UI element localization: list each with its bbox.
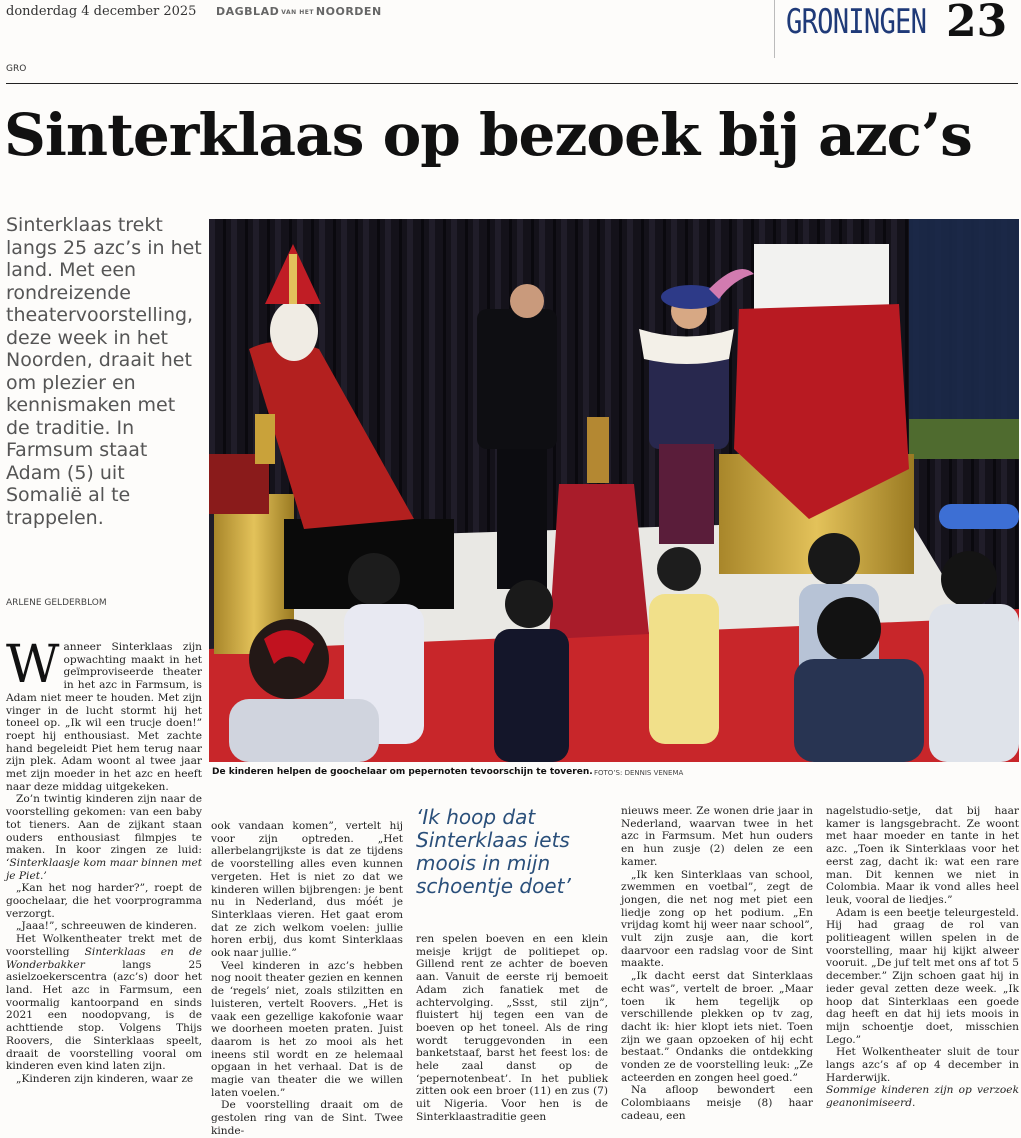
child-head-4: [808, 533, 860, 585]
paragraph: Het Wolkentheater sluit de tour langs azc’s af op 4 december in Harderwijk.: [826, 1046, 1019, 1084]
green-panel: [909, 419, 1019, 459]
chair: [255, 414, 275, 464]
paragraph: „Kan het nog harder?”, roept de goochelaar, die het voorprogramma verzorgt.: [6, 882, 202, 920]
paragraph: nagelstudio-setje, dat bij haar kamer is langsgebracht. Ze woont met haar moeder en tante in het azc. „Toen ik Sinterklaas voor het eerst zag, dacht ik: wat een rare man. Dit kennen we niet in Colombia. Maar ik vond alles heel leuk, vooral de liedjes.”: [826, 805, 1019, 906]
paragraph-text: anneer Sinterklaas zijn opwachting maakt in het geïmproviseerde theater in het azc in Farmsum, is Adam niet meer te houden. Met zijn vinger in de lucht stormt hij het toneel op. „Ik wil een trucje doen!” roept hij enthousiast. Met zachte hand begeleidt Piet hem terug naar zijn plek. Adam woont al twee jaar met zijn moeder in het azc en heeft naar deze middag uitgekeken.: [6, 641, 202, 793]
note-text: Sommige kinderen zijn op verzoek geanonimiseerd.: [826, 1084, 1019, 1110]
paragraph-text: Zo’n twintig kinderen zijn naar de voorstelling gekomen: van een baby tot tieners. Aan de zijkant staan ouders enthousiast filmpjes te maken. In koor zingen ze luid:: [6, 793, 202, 857]
child-head-7: [941, 551, 997, 607]
drop-cap: W: [6, 635, 60, 695]
article-column-2: [211, 820, 403, 1137]
article-headline: Sinterklaas op bezoek bij azc’s: [4, 101, 972, 169]
paragraph: Na afloop bewondert een Colombiaans meisje (8) haar cadeau, een: [621, 1084, 813, 1122]
child-shirt-5: [794, 659, 924, 762]
blue-curtain: [909, 219, 1019, 439]
song-quote: ‘Sinterklaasje kom maar binnen met je Piet.’: [6, 856, 202, 882]
logo-word-right: NOORDEN: [315, 5, 382, 18]
anonymity-note: [826, 1084, 1019, 1109]
child-shirt-7: [929, 604, 1019, 762]
page-number: 23: [946, 0, 1008, 47]
issue-date: donderdag 4 december 2025: [6, 4, 197, 19]
paragraph: [6, 635, 202, 793]
paragraph-text: Het Wolkentheater trekt met de voorstelling: [6, 933, 202, 958]
paragraph: „Jaaa!”, schreeuwen de kinderen.: [16, 920, 197, 933]
magician-jacket: [477, 309, 557, 449]
paragraph: „Ik dacht eerst dat Sinterklaas echt was”, vertelt de broer. „Maar toen ik hem tegelijk op verschillende plekken op tv zag, dacht ik: hier klopt iets niet. Toen zijn we gaan opzoeken of hij echt bestaat.” Ondanks die ontdekking vonden ze de voorstelling leuk: „Ze acteerden en zongen heel goed.”: [621, 970, 813, 1084]
article-column-4: [621, 805, 813, 1120]
paragraph: De voorstelling draait om de gestolen ring van de Sint. Twee kinde-: [211, 1099, 403, 1137]
paragraph: Adam is een beetje teleurgesteld. Hij had graag de rol van politieagent willen spelen in de voorstelling, maar hij kijkt alweer vooruit. „De juf telt met ons af tot 5 december.” Zijn schoen gaat hij in ieder geval zetten deze week. „Ik hoop dat Sinterklaas een goede dag heeft en dat hij iets moois in mijn schoentje doet, misschien Lego.”: [826, 906, 1019, 1046]
paragraph: nieuws meer. Ze wonen drie jaar in Nederland, waarvan twee in het azc in Farmsum. Met hun ouders en hun zusje (2) delen ze een kamer.: [621, 805, 813, 868]
child-shirt-2: [494, 629, 569, 762]
child-head-1: [348, 553, 400, 605]
article-column-5: [826, 805, 1019, 1120]
paragraph: „Kinderen zijn kinderen, waar ze: [16, 1072, 194, 1085]
header-divider: [774, 0, 775, 58]
paragraph-text: langs 25 asielzoekerscentra (azc’s) door het land. Het azc in Farmsum, een voormalig kantoorpand en sinds 2021 een noodopvang, is de achttiende stop. Volgens Thijs Roovers, die Sinterklaas speelt, draait de voorstelling vooral om kinderen even kind laten zijn.: [6, 958, 202, 1073]
photo-caption: De kinderen helpen de goochelaar om pepernoten tevoorschijn te toveren.: [212, 767, 593, 777]
pull-quote: ‘Ik hoop dat Sinterklaas iets moois in mijn schoentje doet’: [416, 805, 571, 898]
paragraph: Veel kinderen in azc’s hebben nog nooit theater gezien en kennen de ‘regels’ niet, zoals stilzitten en luisteren, vertelt Roovers. „Het is vaak een gezellige kakofonie waar we doorheen moeten praten. Juist daarom is het zo mooi als het ineens stil wordt en ze helemaal opgaan in het verhaal. Dat is de magie van theater die we willen laten voelen.”: [211, 959, 403, 1099]
newspaper-logo: [216, 5, 382, 18]
edition-code: GRO: [6, 64, 27, 74]
photo-illustration: [209, 219, 1019, 762]
section-name: GRONINGEN: [786, 2, 927, 42]
article-lead: Sinterklaas trekt langs 25 azc’s in het land. Met een rondreizende theatervoorstelling, deze week in het Noorden, draait het om plezier en kennismaken met de traditie. In Farmsum staat Adam (5) uit Somalië al te trappelen.: [6, 214, 202, 529]
piet-pants: [659, 444, 714, 544]
byline: ARLENE GELDERBLOM: [6, 598, 107, 608]
article-column-1: [6, 635, 202, 1119]
paragraph: [6, 933, 202, 1073]
show-title: Sinterklaas en de Wonderbakker: [6, 945, 202, 971]
logo-word-left: DAGBLAD: [216, 5, 280, 18]
logo-word-mid: VAN HET: [281, 8, 314, 16]
child-shirt-3: [649, 594, 719, 744]
paragraph: [6, 793, 202, 882]
photo-credit: FOTO’S: DENNIS VENEMA: [594, 769, 684, 777]
magician-legs: [497, 449, 547, 589]
child-shirt-6: [229, 699, 379, 762]
paragraph: ook vandaan komen”, vertelt hij voor zijn optreden. „Het allerbelangrijkste is dat ze tijdens de voorstelling alles even kunnen vergeten. Het is niet zo dat we kinderen willen bijbrengen: je bent nu in Nederland, dus móét je Sinterklaas vieren. Het gaat erom dat ze zich welkom voelen: jullie horen erbij, dus komt Sinterklaas ook naar jullie.”: [211, 820, 403, 960]
article-photo: [209, 219, 1019, 762]
paragraph: ren spelen boeven en een klein meisje krijgt de politiepet op. Gillend rent ze achter de boeven aan. Vanuit de eerste rij bemoeit Adam zich fanatiek met de achtervolging. „Ssst, stil zijn”, fluistert hij tegen een van de boeven op het toneel. Als de ring wordt teruggevonden in een banketstaaf, barst het feest los: de hele zaal danst op de ‘pepernotenbeat’. In het publiek zitten ook een broer (11) en zus (7) uit Nigeria. Voor hen is de Sinterklaastraditie geen: [416, 933, 608, 1123]
sinterklaas-beard: [270, 301, 318, 361]
magician-head: [510, 284, 544, 318]
child-head-2: [505, 580, 553, 628]
page-header: [0, 0, 1021, 60]
red-tablecloth: [549, 484, 649, 639]
raised-arm: [939, 504, 1019, 529]
paragraph: „Ik ken Sinterklaas van school, zwemmen en voetbal”, zegt de jongen, die net nog met piet een liedje zong op het podium. „En vrijdag komt hij weer naar school”, vult zijn zusje aan, die kort daarvoor een radslag voor de Sint maakte.: [621, 868, 813, 970]
header-rule: [6, 83, 1018, 84]
article-column-3: [416, 933, 608, 1123]
child-head-5: [817, 597, 881, 661]
mitre-cross: [289, 254, 297, 304]
magic-tube: [587, 417, 609, 483]
child-head-3: [657, 547, 701, 591]
